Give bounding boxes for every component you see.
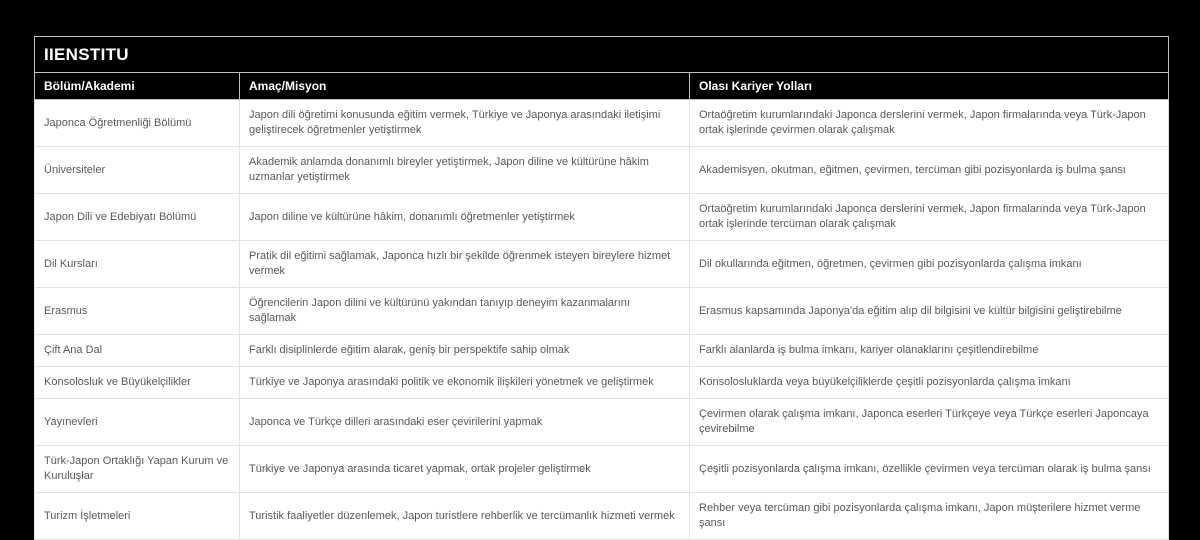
cell-amac-misyon: Japon dili öğretimi konusunda eğitim vermek, Türkiye ve Japonya arasındaki iletişimi geliştirecek öğretmenler yetiştirmek [240, 100, 690, 147]
cell-amac-misyon: Öğrencilerin Japon dilini ve kültürünü yakından tanıyıp deneyim kazanmalarını sağlamak [240, 288, 690, 335]
column-header-amac-misyon: Amaç/Misyon [240, 73, 690, 100]
programs-table [34, 36, 1169, 540]
cell-kariyer-yollari: Dil okullarında eğitmen, öğretmen, çevirmen gibi pozisyonlarda çalışma imkanı [690, 241, 1169, 288]
table-row [35, 100, 1169, 147]
brand-title: IIENSTITU [35, 37, 1169, 73]
table-row [35, 367, 1169, 399]
cell-amac-misyon: Japon diline ve kültürüne hâkim, donanımlı öğretmenler yetiştirmek [240, 194, 690, 241]
cell-bolum-akademi: Japon Dili ve Edebiyatı Bölümü [35, 194, 240, 241]
cell-amac-misyon: Akademik anlamda donanımlı bireyler yetiştirmek, Japon diline ve kültürüne hâkim uzmanlar yetiştirmek [240, 147, 690, 194]
cell-bolum-akademi: Turizm İşletmeleri [35, 493, 240, 540]
cell-bolum-akademi: Türk-Japon Ortaklığı Yapan Kurum ve Kuruluşlar [35, 446, 240, 493]
table-row [35, 241, 1169, 288]
brand-title-row [35, 37, 1169, 73]
cell-amac-misyon: Türkiye ve Japonya arasındaki politik ve ekonomik ilişkileri yönetmek ve geliştirmek [240, 367, 690, 399]
cell-amac-misyon: Japonca ve Türkçe dilleri arasındaki eser çevirilerini yapmak [240, 399, 690, 446]
table-row [35, 335, 1169, 367]
cell-amac-misyon: Farklı disiplinlerde eğitim alarak, geniş bir perspektife sahip olmak [240, 335, 690, 367]
cell-amac-misyon: Türkiye ve Japonya arasında ticaret yapmak, ortak projeler geliştirmek [240, 446, 690, 493]
cell-bolum-akademi: Üniversiteler [35, 147, 240, 194]
column-header-olasi-kariyer-yollari: Olası Kariyer Yolları [690, 73, 1169, 100]
table-row [35, 147, 1169, 194]
cell-bolum-akademi: Dil Kursları [35, 241, 240, 288]
cell-kariyer-yollari: Konsolosluklarda veya büyükelçiliklerde çeşitli pozisyonlarda çalışma imkanı [690, 367, 1169, 399]
cell-kariyer-yollari: Çeşitli pozisyonlarda çalışma imkanı, özellikle çevirmen veya tercüman olarak iş bulma şansı [690, 446, 1169, 493]
cell-bolum-akademi: Konsolosluk ve Büyükelçilikler [35, 367, 240, 399]
column-header-bolum-akademi: Bölüm/Akademi [35, 73, 240, 100]
cell-kariyer-yollari: Akademisyen, okutman, eğitmen, çevirmen, tercüman gibi pozisyonlarda iş bulma şansı [690, 147, 1169, 194]
table-body [35, 100, 1169, 540]
cell-bolum-akademi: Erasmus [35, 288, 240, 335]
cell-amac-misyon: Pratik dil eğitimi sağlamak, Japonca hızlı bir şekilde öğrenmek isteyen bireylere hizmet vermek [240, 241, 690, 288]
cell-kariyer-yollari: Rehber veya tercüman gibi pozisyonlarda çalışma imkanı, Japon müşterilere hizmet verme şansı [690, 493, 1169, 540]
cell-kariyer-yollari: Ortaöğretim kurumlarındaki Japonca derslerini vermek, Japon firmalarında veya Türk-Japon ortak işlerinde tercüman olarak çalışmak [690, 194, 1169, 241]
cell-bolum-akademi: Japonca Öğretmenliği Bölümü [35, 100, 240, 147]
cell-amac-misyon: Turistik faaliyetler düzenlemek, Japon turistlere rehberlik ve tercümanlık hizmeti vermek [240, 493, 690, 540]
table-row [35, 446, 1169, 493]
cell-bolum-akademi: Çift Ana Dal [35, 335, 240, 367]
institute-table-card [34, 36, 1168, 540]
cell-kariyer-yollari: Ortaöğretim kurumlarındaki Japonca derslerini vermek, Japon firmalarında veya Türk-Japon ortak işlerinde çevirmen olarak çalışmak [690, 100, 1169, 147]
cell-bolum-akademi: Yayınevleri [35, 399, 240, 446]
table-row [35, 493, 1169, 540]
column-header-row [35, 73, 1169, 100]
table-row [35, 288, 1169, 335]
cell-kariyer-yollari: Erasmus kapsamında Japonya'da eğitim alıp dil bilgisini ve kültür bilgisini geliştirebilme [690, 288, 1169, 335]
cell-kariyer-yollari: Çevirmen olarak çalışma imkanı, Japonca eserleri Türkçeye veya Türkçe eserleri Japoncaya çevirebilme [690, 399, 1169, 446]
table-row [35, 399, 1169, 446]
cell-kariyer-yollari: Farklı alanlarda iş bulma imkanı, kariyer olanaklarını çeşitlendirebilme [690, 335, 1169, 367]
table-row [35, 194, 1169, 241]
